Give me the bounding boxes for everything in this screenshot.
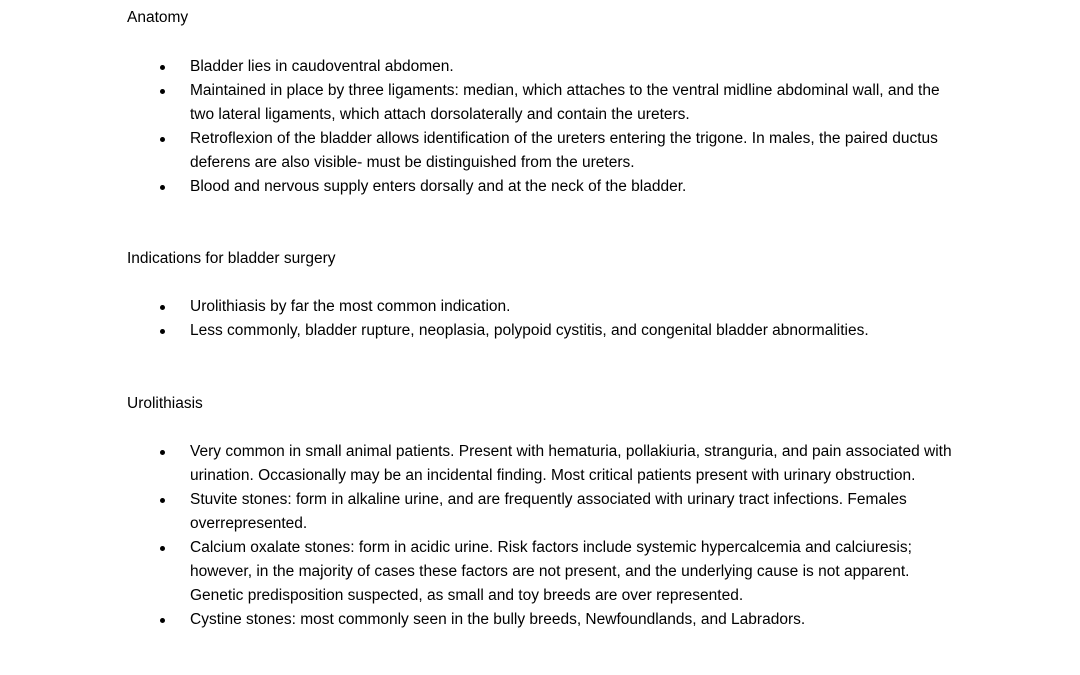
list-item-text: Blood and nervous supply enters dorsally and at the neck of the bladder. bbox=[190, 178, 687, 195]
list-item-text: Less commonly, bladder rupture, neoplasia, polypoid cystitis, and congenital bladder abnormalities. bbox=[190, 322, 869, 339]
bullet-list-indications bbox=[127, 295, 967, 343]
bullet-icon bbox=[160, 185, 165, 190]
list-item-text: Retroflexion of the bladder allows identification of the ureters entering the trigone. In males, the paired ductus deferens are also visible- must be distinguished from the ureters. bbox=[190, 130, 938, 171]
list-item-text: Urolithiasis by far the most common indication. bbox=[190, 298, 511, 315]
bullet-icon bbox=[160, 450, 165, 455]
list-item-text: Stuvite stones: form in alkaline urine, and are frequently associated with urinary tract infections. Females overrepresented. bbox=[190, 491, 907, 532]
bullet-icon bbox=[160, 498, 165, 503]
list-item-text: Calcium oxalate stones: form in acidic urine. Risk factors include systemic hypercalcemia and calciuresis; however, in the majority of cases these factors are not present, and the underlying cause is not apparent. Genetic predisposition suspected, as small and toy breeds are over represented. bbox=[190, 539, 912, 604]
bullet-icon bbox=[160, 618, 165, 623]
list-item bbox=[127, 536, 967, 608]
bullet-icon bbox=[160, 329, 165, 334]
list-item-text: Very common in small animal patients. Present with hematuria, pollakiuria, stranguria, and pain associated with urination. Occasionally may be an incidental finding. Most critical patients present with urinary obstruction. bbox=[190, 443, 952, 484]
list-item bbox=[127, 295, 967, 319]
list-item bbox=[127, 319, 967, 343]
list-item bbox=[127, 175, 967, 199]
list-item bbox=[127, 127, 967, 175]
list-item bbox=[127, 488, 967, 536]
bullet-icon bbox=[160, 305, 165, 310]
bullet-list-urolithiasis bbox=[127, 440, 967, 632]
list-item-text: Cystine stones: most commonly seen in the bully breeds, Newfoundlands, and Labradors. bbox=[190, 611, 806, 628]
section-heading-indications: Indications for bladder surgery bbox=[127, 250, 336, 267]
list-item-text: Maintained in place by three ligaments: median, which attaches to the ventral midline abdominal wall, and the two lateral ligaments, which attach dorsolaterally and contain the ureters. bbox=[190, 82, 940, 123]
section-heading-urolithiasis: Urolithiasis bbox=[127, 395, 203, 412]
bullet-icon bbox=[160, 546, 165, 551]
section-heading-anatomy: Anatomy bbox=[127, 9, 189, 26]
bullet-icon bbox=[160, 89, 165, 94]
bullet-icon bbox=[160, 137, 165, 142]
list-item bbox=[127, 440, 967, 488]
bullet-icon bbox=[160, 65, 165, 70]
list-item bbox=[127, 608, 967, 632]
list-item-text: Bladder lies in caudoventral abdomen. bbox=[190, 58, 454, 75]
list-item bbox=[127, 79, 967, 127]
list-item bbox=[127, 55, 967, 79]
bullet-list-anatomy bbox=[127, 55, 967, 199]
